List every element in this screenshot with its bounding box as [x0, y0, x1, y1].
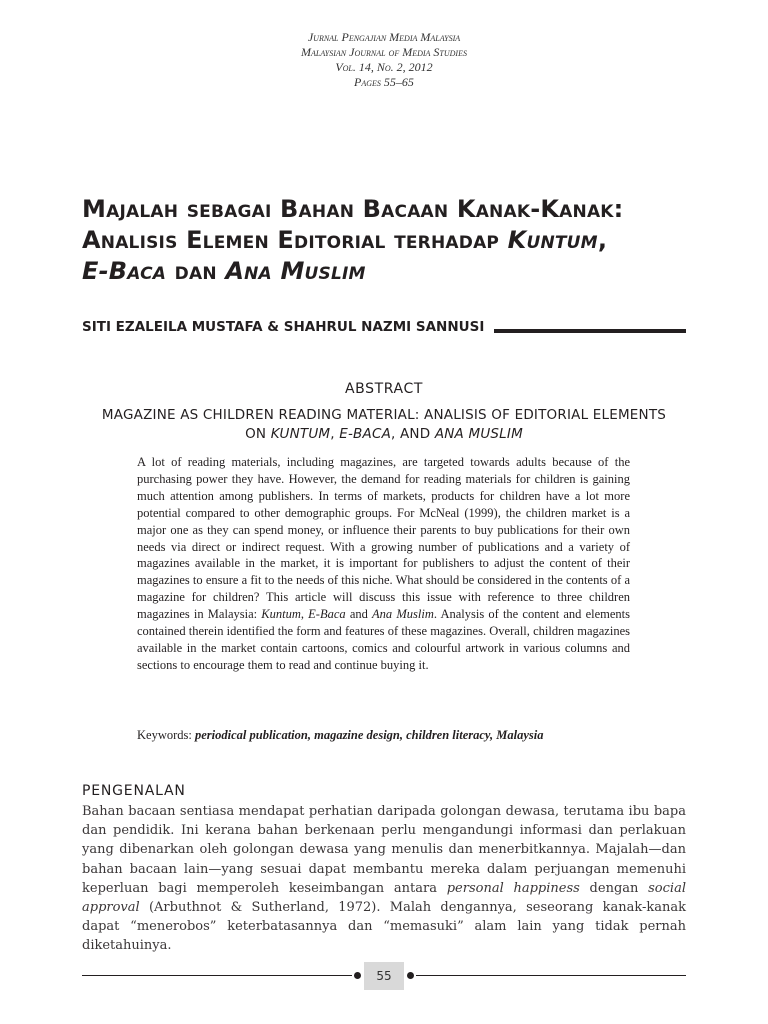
- article-title: [82, 194, 692, 287]
- abstract-sep1: ,: [300, 607, 309, 622]
- abstract-text-2: . Analysis of the content and elements contained therein identified the form and features of these magazines. Overall, children magazines available in the market contain cartoons, comics and colourful artwork in various columns and sections to encourage them to read and continue buying it.: [137, 607, 630, 672]
- abstract-title-kuntum: KUNTUM: [270, 426, 331, 442]
- body-text-1: Bahan bacaan sentiasa mendapat perhatian daripada golongan dewasa, terutama ibu bapa dan pendidik. Ini kerana bahan berkenaan perlu mengandungi informasi dan perlakuan yang dibenarkan oleh golongan dewasa yang menulis dan menerbitkannya. Majalah—dan bahan bacaan lain—yang sesuai dapat membantu mereka dalam perjuangan memenuhi keperluan bagi memperoleh keseimbangan antara: [82, 804, 686, 896]
- author-line: [82, 318, 686, 336]
- footer-dot-right: [407, 972, 414, 979]
- title-line-2-text: Analisis Elemen Editorial terhadap: [82, 226, 508, 254]
- authors: SITI EZALEILA MUSTAFA & SHAHRUL NAZMI SANNUSI: [82, 319, 485, 335]
- abstract-title-ana-muslim: ANA MUSLIM: [434, 426, 523, 442]
- body-text-2: (Arbuthnot & Sutherland, 1972). Malah dengannya, seseorang kanak-kanak dapat “menerobos” keterbatasannya dan “memasuki” alam lain yang tidak pernah diketahuinya.: [82, 900, 686, 954]
- keywords: [137, 727, 630, 743]
- keywords-label: Keywords: [137, 728, 189, 742]
- abstract-body: [137, 454, 630, 674]
- title-comma: ,: [597, 226, 608, 254]
- abstract-ebaca: E-Baca: [308, 607, 346, 622]
- title-line-1: Majalah sebagai Bahan Bacaan Kanak-Kanak:: [82, 195, 624, 223]
- abstract-title-ebaca: E-BACA: [339, 426, 392, 442]
- journal-name-ms: Jurnal Pengajian Media Malaysia: [307, 30, 461, 44]
- journal-header: [0, 30, 768, 90]
- body-dengan: dengan: [579, 880, 649, 896]
- footer-line-right: [416, 975, 686, 976]
- author-rule: [494, 329, 686, 333]
- body-personal-happiness: personal happiness: [446, 880, 580, 896]
- keywords-sep: :: [188, 728, 195, 742]
- abstract-sep2: and: [345, 607, 373, 622]
- title-line-3: [82, 256, 692, 287]
- title-ana-muslim: Ana Muslim: [225, 257, 366, 285]
- abstract-paragraph: [137, 454, 630, 674]
- journal-name-en: Malaysian Journal of Media Studies: [301, 45, 467, 59]
- page-number: 55: [364, 962, 404, 990]
- abstract-title-text: MAGAZINE AS CHILDREN READING MATERIAL: ANALISIS OF EDITORIAL ELEMENTS ON: [101, 407, 667, 442]
- abstract-title-sep2: , AND: [391, 426, 435, 442]
- journal-pages: Pages 55–65: [354, 75, 414, 89]
- page-footer: [82, 960, 686, 990]
- abstract-kuntum: Kuntum: [261, 607, 301, 622]
- keywords-list: periodical publication, magazine design, children literacy, Malaysia: [195, 728, 544, 742]
- abstract-heading: ABSTRACT: [345, 381, 423, 397]
- abstract-title: [100, 406, 668, 444]
- footer-dot-left: [354, 972, 361, 979]
- title-dan: dan: [166, 257, 226, 285]
- body-social-approval: social approval: [82, 880, 686, 916]
- section-body: [82, 802, 686, 956]
- section-heading: PENGENALAN: [82, 783, 186, 799]
- title-line-2: [82, 225, 692, 256]
- journal-volume: Vol. 14, No. 2, 2012: [335, 60, 433, 74]
- abstract-ana-muslim: Ana Muslim: [372, 607, 434, 622]
- abstract-title-sep1: ,: [330, 426, 340, 442]
- footer-line-left: [82, 975, 352, 976]
- title-ebaca: E-Baca: [82, 257, 167, 285]
- title-kuntum: Kuntum: [507, 226, 598, 254]
- abstract-text-1: A lot of reading materials, including magazines, are targeted towards adults because of the purchasing power they have. However, the demand for reading materials for children is gaining much attention among publishers. In terms of markets, products for children have a lot more potential compared to other demographic groups. For McNeal (1999), the children market is a major one as they can spend money, or influence their parents to buy publications for their own needs via direct or indirect request. With a growing number of publications and a variety of magazines available in the market, it is important for publishers to adjust the content of their magazines to ensure a fit to the needs of this niche. What should be considered in the contents of a magazine for children? This article will discuss this issue with reference to three children magazines in Malaysia:: [137, 455, 630, 622]
